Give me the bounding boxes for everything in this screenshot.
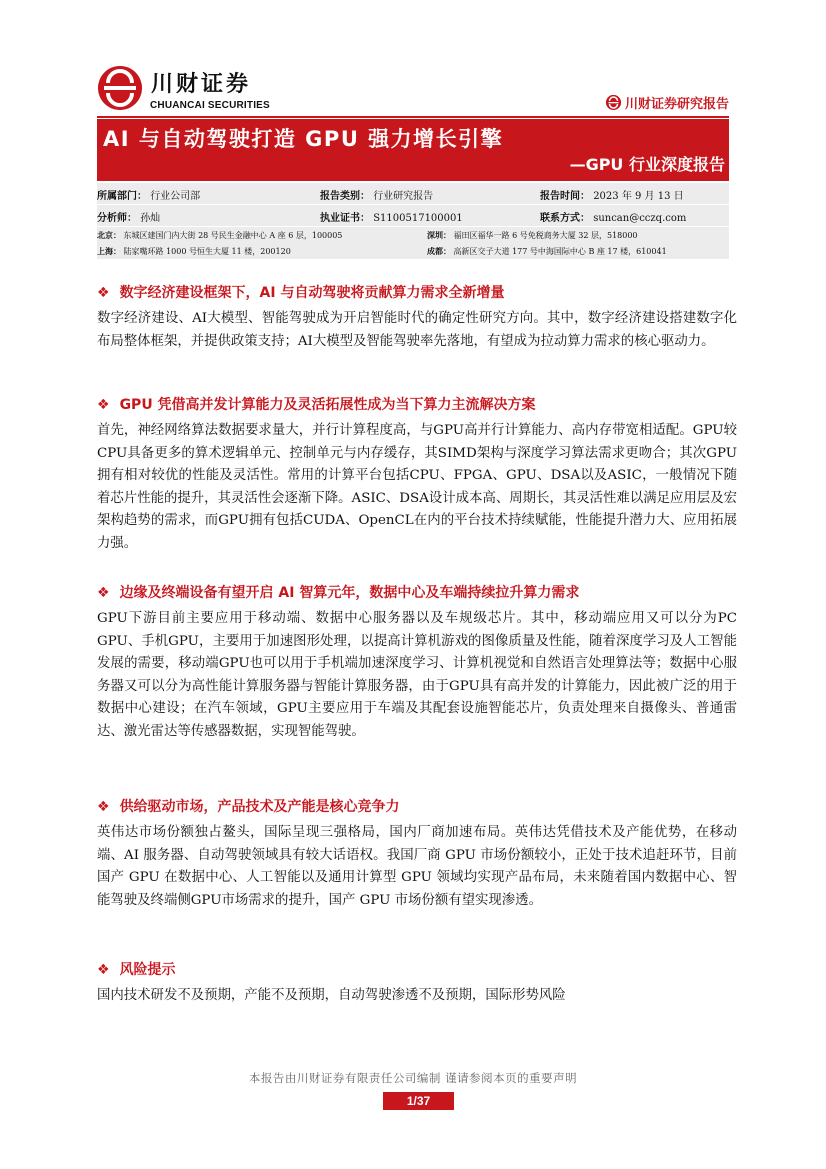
address-label: 上海： bbox=[97, 247, 121, 256]
address-shanghai bbox=[97, 246, 291, 257]
section-heading-text: 数字经济建设框架下，AI 与自动驾驶将贡献算力需求全新增量 bbox=[119, 285, 505, 301]
diamond-bullet-icon: ❖ bbox=[97, 962, 110, 978]
address-row-2 bbox=[97, 243, 729, 259]
section-body: 首先，神经网络算法数据要求量大，并行计算程度高，与GPU高并行计算能力、高内存带宽相适配。GPU较CPU具备更多的算术逻辑单元、控制单元与内存缓存，其SIMD架构与深度学习算法需求更吻合；其次GPU拥有相对较优的性能及灵活性。常用的计算平台包括CPU、FPGA、GPU、DSA以及ASIC，一般情况下随着芯片性能的提升，其灵活性会逐渐下降。ASIC、DSA设计成本高、周期长，其灵活性难以满足应用层及宏架构趋势的需求，而GPU拥有包括CUDA、OpenCL在内的平台技术持续赋能，性能提升潜力大、应用拓展力强。 bbox=[97, 423, 737, 551]
company-logo-icon bbox=[98, 66, 142, 110]
address-label: 深圳： bbox=[427, 231, 451, 240]
header-divider bbox=[97, 116, 729, 118]
meta-department bbox=[97, 187, 200, 202]
address-shenzhen bbox=[427, 230, 638, 241]
diamond-bullet-icon: ❖ bbox=[97, 799, 110, 815]
meta-label: 分析师： bbox=[97, 213, 137, 224]
address-value: 高新区交子大道 177 号中海国际中心 B 座 17 楼，610041 bbox=[453, 247, 667, 256]
address-label: 成都： bbox=[427, 247, 451, 256]
section-body: GPU下游目前主要应用于移动端、数据中心服务器以及车规级芯片。其中，移动端应用又可以分为PC GPU、手机GPU，主要用于加速图形处理，以提高计算机游戏的图像质量及性能，随着深度学习及人工智能发展的需要，移动端GPU也可以用于手机端加速深度学习、计算机视觉和自然语言处理算法等；数据中心服务器又可以分为高性能计算服务器与智能计算服务器，由于GPU具有高并发的计算能力，因此被广泛的用于数据中心建设；在汽车领域，GPU主要应用于车端及其配套设施智能芯片，负责处理来自摄像头、普通雷达、激光雷达等传感器数据，实现智能驾驶。 bbox=[97, 611, 737, 739]
address-beijing bbox=[97, 230, 342, 241]
section-edge-devices bbox=[97, 582, 737, 744]
section-heading bbox=[97, 282, 737, 302]
section-gpu-solution bbox=[97, 394, 737, 556]
page-number: 1/37 bbox=[383, 1092, 454, 1110]
meta-report-date bbox=[540, 187, 684, 202]
meta-label: 联系方式： bbox=[540, 213, 590, 224]
address-label: 北京： bbox=[97, 231, 121, 240]
section-heading-text: GPU 凭借高并发计算能力及灵活拓展性成为当下算力主流解决方案 bbox=[119, 397, 536, 413]
meta-certificate bbox=[320, 209, 463, 224]
company-badge-icon bbox=[606, 95, 621, 110]
meta-contact bbox=[540, 209, 686, 224]
report-tag-label: 川财证券研究报告 bbox=[624, 97, 729, 112]
address-chengdu bbox=[427, 246, 667, 257]
section-heading bbox=[97, 582, 737, 602]
report-subtitle: —GPU 行业深度报告 bbox=[569, 155, 725, 174]
title-banner bbox=[97, 119, 729, 181]
section-risk-warning bbox=[97, 959, 737, 1008]
section-heading-text: 供给驱动市场，产品技术及产能是核心竞争力 bbox=[119, 799, 400, 815]
meta-value: 孙灿 bbox=[140, 213, 161, 224]
section-heading bbox=[97, 394, 737, 414]
section-body: 国内技术研发不及预期，产能不及预期，自动驾驶渗透不及预期，国际形势风险 bbox=[97, 988, 566, 1003]
report-header bbox=[97, 66, 729, 116]
section-body: 数字经济建设、AI大模型、智能驾驶成为开启智能时代的确定性研究方向。其中，数字经济建设搭建数字化布局整体框架，并提供政策支持；AI大模型及智能驾驶率先落地，有望成为拉动算力需求的核心驱动力。 bbox=[97, 311, 737, 349]
report-meta bbox=[97, 183, 729, 259]
section-body: 英伟达市场份额独占鳌头，国际呈现三强格局，国内厂商加速布局。英伟达凭借技术及产能优势，在移动端、AI 服务器、自动驾驶领域具有较大话语权。我国厂商 GPU 市场份额较小，正处于技术追赶环节，目前国产 GPU 在数据中心、人工智能以及通用计算型 GPU 领域均实现产品布局，未来随着国内数据中心、智能驾驶及终端侧GPU市场需求的提升，国产 GPU 市场份额有望实现渗透。 bbox=[97, 825, 737, 908]
section-heading-text: 风险提示 bbox=[119, 962, 176, 978]
report-title: AI 与自动驾驶打造 GPU 强力增长引擎 bbox=[103, 127, 504, 151]
diamond-bullet-icon: ❖ bbox=[97, 285, 110, 301]
address-row-1 bbox=[97, 227, 729, 243]
section-heading bbox=[97, 959, 737, 979]
company-name-en: CHUANCAI SECURITIES bbox=[150, 100, 270, 111]
meta-value: 2023 年 9 月 13 日 bbox=[593, 191, 684, 202]
meta-row-2 bbox=[97, 205, 729, 226]
section-supply-driven bbox=[97, 796, 737, 912]
meta-label: 报告类别： bbox=[320, 191, 370, 202]
section-heading-text: 边缘及终端设备有望开启 AI 智算元年，数据中心及车端持续拉升算力需求 bbox=[119, 585, 580, 601]
meta-row-1 bbox=[97, 183, 729, 204]
meta-label: 执业证书： bbox=[320, 213, 370, 224]
section-digital-economy bbox=[97, 282, 737, 353]
company-name-cn: 川财证券 bbox=[151, 72, 252, 97]
meta-label: 所属部门： bbox=[97, 191, 147, 202]
meta-value: 行业公司部 bbox=[150, 191, 201, 202]
address-value: 陆家嘴环路 1000 号恒生大厦 11 楼，200120 bbox=[123, 247, 291, 256]
address-value: 东城区建国门内大街 28 号民生金融中心 A 座 6 层，100005 bbox=[123, 231, 343, 240]
section-heading bbox=[97, 796, 737, 816]
meta-report-type bbox=[320, 187, 433, 202]
diamond-bullet-icon: ❖ bbox=[97, 397, 110, 413]
address-value: 福田区福华一路 6 号免税商务大厦 32 层，518000 bbox=[453, 231, 638, 240]
diamond-bullet-icon: ❖ bbox=[97, 585, 110, 601]
meta-label: 报告时间： bbox=[540, 191, 590, 202]
meta-value: S1100517100001 bbox=[373, 213, 463, 224]
footer-disclaimer: 本报告由川财证券有限责任公司编制 谨请参阅本页的重要声明 bbox=[248, 1071, 578, 1085]
meta-analyst bbox=[97, 209, 160, 224]
meta-value[interactable]: suncan@cczq.com bbox=[593, 213, 687, 224]
report-tag bbox=[606, 93, 729, 112]
meta-value: 行业研究报告 bbox=[373, 191, 434, 202]
